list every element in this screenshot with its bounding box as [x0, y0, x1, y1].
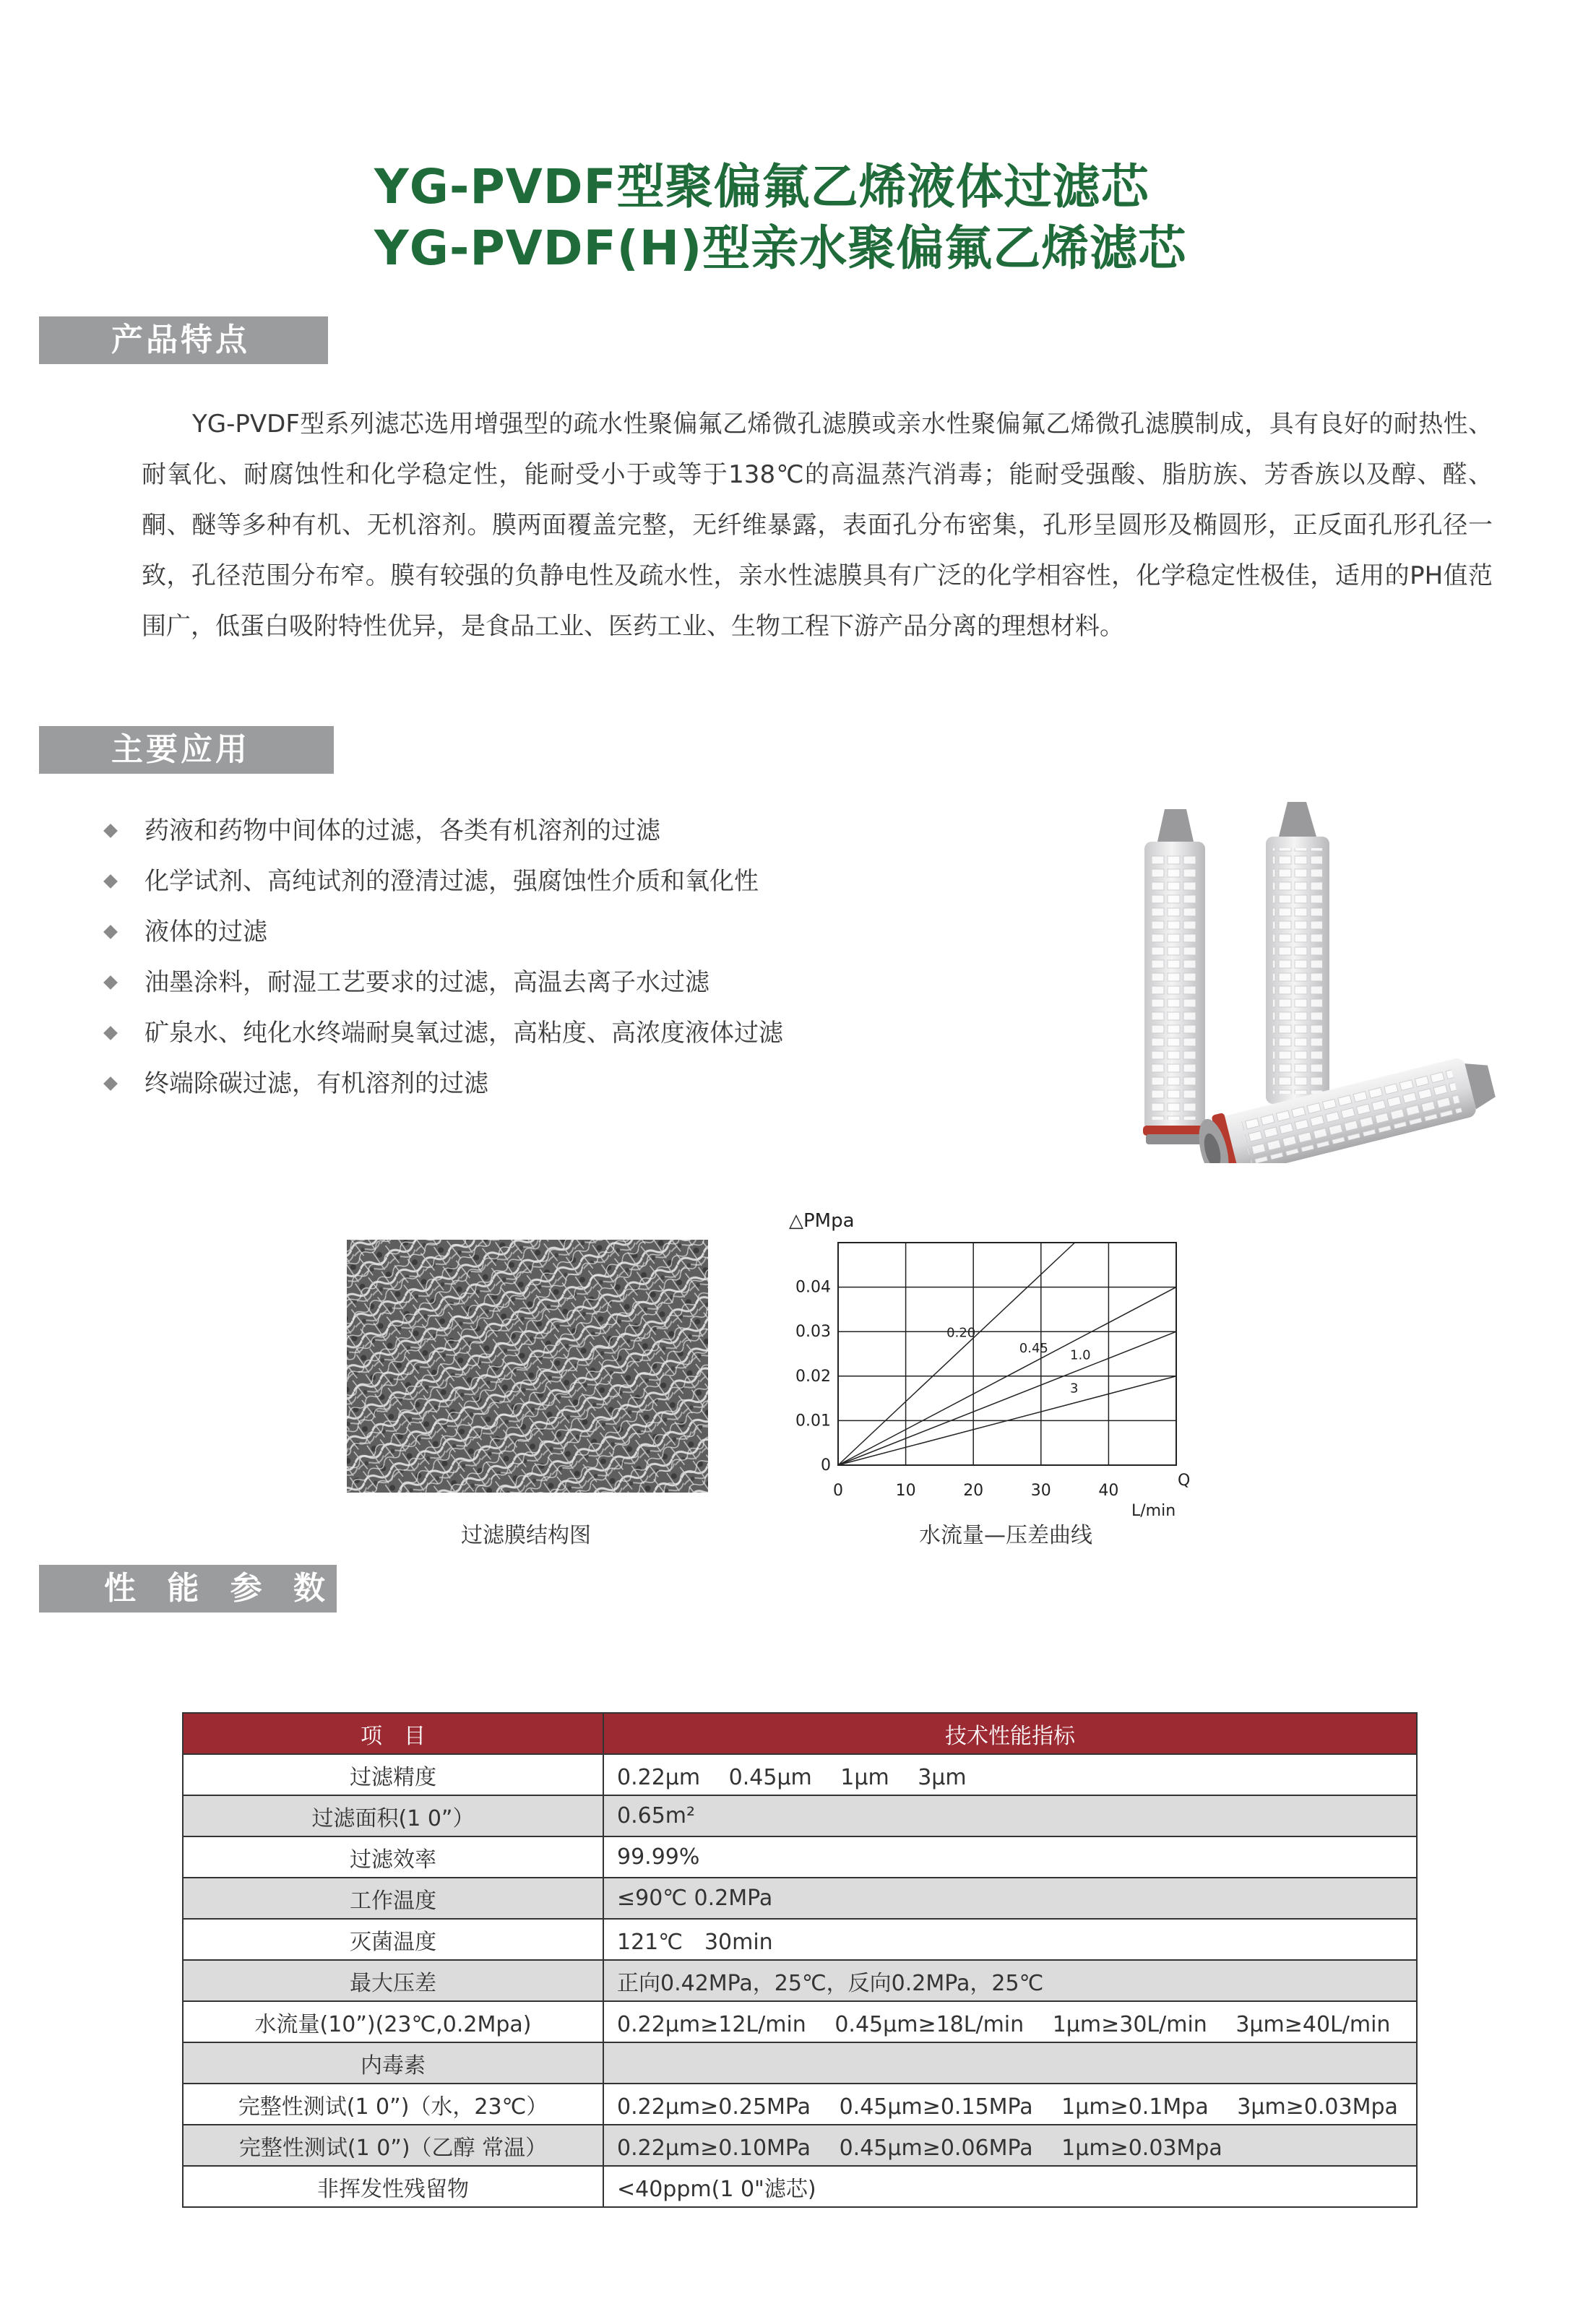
list-item	[101, 856, 783, 907]
row-value: ≤90℃ 0.2MPa	[603, 1878, 1417, 1919]
table-row	[183, 1795, 1417, 1836]
list-item	[101, 907, 783, 957]
table-row	[183, 2042, 1417, 2084]
bullet-diamond-icon	[103, 1026, 118, 1040]
series-line-1.0	[838, 1331, 1176, 1465]
cartridge-middle	[1266, 802, 1329, 1104]
list-item	[101, 806, 783, 856]
title-line-1: YG-PVDF型聚偏氟乙烯液体过滤芯	[374, 159, 1149, 215]
list-item-text: 化学试剂、高纯试剂的澄清过滤，强腐蚀性介质和氧化性	[144, 867, 759, 896]
table-row	[183, 2166, 1417, 2207]
table-row	[183, 1878, 1417, 1919]
table-row	[183, 1960, 1417, 2001]
y-tick-label: 0.02	[795, 1367, 831, 1386]
x-axis-unit: L/min	[1131, 1502, 1176, 1520]
y-tick-label: 0.04	[795, 1278, 831, 1297]
row-label: 过滤效率	[183, 1836, 603, 1878]
table-row	[183, 1836, 1417, 1878]
series-label: 0.45	[1019, 1341, 1048, 1357]
x-tick-label: 40	[1098, 1482, 1119, 1500]
cartridge-lying	[1193, 1048, 1499, 1163]
section-heading-applications: 主要应用	[39, 726, 334, 774]
row-value: 0.22μm≥0.10MPa 0.45μm≥0.06MPa 1μm≥0.03Mpa	[603, 2125, 1417, 2166]
row-value: <40ppm(1 0"滤芯)	[603, 2166, 1417, 2207]
membrane-caption: 过滤膜结构图	[461, 1523, 591, 1548]
list-item	[101, 957, 783, 1008]
row-value: 121℃ 30min	[603, 1919, 1417, 1960]
y-axis-label: △PMpa	[789, 1210, 855, 1232]
y-tick-label: 0.01	[795, 1412, 831, 1430]
flow-pressure-chart	[780, 1206, 1199, 1546]
section-heading-specs: 性 能 参 数	[39, 1565, 337, 1613]
table-row	[183, 2001, 1417, 2042]
row-value: 0.65m²	[603, 1795, 1417, 1836]
features-paragraph	[142, 399, 1493, 652]
table-row	[183, 1754, 1417, 1795]
x-tick-label: 30	[1030, 1482, 1051, 1500]
bullet-diamond-icon	[103, 1076, 118, 1091]
row-label: 非挥发性残留物	[183, 2166, 603, 2207]
x-tick-label: 0	[833, 1482, 843, 1500]
row-label: 灭菌温度	[183, 1919, 603, 1960]
chart-frame	[838, 1243, 1176, 1465]
row-label: 水流量(10”)(23℃,0.2Mpa)	[183, 2001, 603, 2042]
row-value: 0.22μm≥12L/min 0.45μm≥18L/min 1μm≥30L/min 3μm≥40L/min	[603, 2001, 1417, 2042]
list-item-text: 油墨涂料，耐湿工艺要求的过滤，高温去离子水过滤	[144, 968, 709, 997]
list-item-text: 终端除碳过滤，有机溶剂的过滤	[144, 1069, 488, 1098]
row-value: 正向0.42MPa，25℃，反向0.2MPa，25℃	[603, 1960, 1417, 2001]
row-value: 0.22μm≥0.25MPa 0.45μm≥0.15MPa 1μm≥0.1Mpa 3μm≥0.03Mpa	[603, 2084, 1417, 2125]
row-value	[603, 2042, 1417, 2084]
y-tick-label: 0	[821, 1456, 831, 1475]
row-label: 过滤面积(1 0”）	[183, 1795, 603, 1836]
applications-list	[101, 806, 783, 1109]
cartridge-left	[1143, 809, 1207, 1144]
bullet-diamond-icon	[103, 925, 118, 939]
list-item-text: 药液和药物中间体的过滤，各类有机溶剂的过滤	[144, 816, 660, 845]
filter-cartridges-photo	[1134, 802, 1510, 1163]
bullet-diamond-icon	[103, 975, 118, 990]
list-item-text: 液体的过滤	[144, 918, 267, 946]
series-label: 3	[1070, 1381, 1079, 1396]
bullet-diamond-icon	[103, 874, 118, 889]
chart-caption: 水流量—压差曲线	[919, 1523, 1092, 1548]
table-row	[183, 2084, 1417, 2125]
row-label: 完整性测试(1 0”)（水，23℃）	[183, 2084, 603, 2125]
membrane-structure-image	[347, 1240, 708, 1493]
table-header-row	[183, 1713, 1417, 1754]
row-label: 过滤精度	[183, 1754, 603, 1795]
title-line-2: YG-PVDF(H)型亲水聚偏氟乙烯滤芯	[374, 220, 1187, 276]
bullet-diamond-icon	[103, 824, 118, 838]
specs-table	[182, 1712, 1418, 2208]
row-value: 99.99%	[603, 1836, 1417, 1878]
series-label: 1.0	[1070, 1347, 1091, 1363]
list-item	[101, 1058, 783, 1109]
row-label: 完整性测试(1 0”)（乙醇 常温）	[183, 2125, 603, 2166]
series-label: 0.20	[946, 1325, 976, 1341]
row-label: 工作温度	[183, 1878, 603, 1919]
features-text: YG-PVDF型系列滤芯选用增强型的疏水性聚偏氟乙烯微孔滤膜或亲水性聚偏氟乙烯微孔滤膜制成，具有良好的耐热性、耐氧化、耐腐蚀性和化学稳定性，能耐受小于或等于138℃的高温蒸汽消毒；能耐受强酸、脂肪族、芳香族以及醇、醛、酮、醚等多种有机、无机溶剂。膜两面覆盖完整，无纤维暴露，表面孔分布密集，孔形呈圆形及椭圆形，正反面孔形孔径一致，孔径范围分布窄。膜有较强的负静电性及疏水性，亲水性滤膜具有广泛的化学相容性，化学稳定性极佳，适用的PH值范围广，低蛋白吸附特性优异，是食品工业、医药工业、生物工程下游产品分离的理想材料。	[142, 410, 1493, 641]
table-header-spec: 技术性能指标	[603, 1713, 1417, 1754]
table-row	[183, 2125, 1417, 2166]
table-header-item: 项 目	[183, 1713, 603, 1754]
list-item	[101, 1008, 783, 1058]
row-value: 0.22μm 0.45μm 1μm 3μm	[603, 1754, 1417, 1795]
x-tick-label: 10	[895, 1482, 916, 1500]
x-tick-label: 20	[963, 1482, 984, 1500]
table-row	[183, 1919, 1417, 1960]
list-item-text: 矿泉水、纯化水终端耐臭氧过滤，高粘度、高浓度液体过滤	[144, 1019, 783, 1048]
section-heading-features: 产品特点	[39, 316, 328, 364]
y-tick-label: 0.03	[795, 1323, 831, 1342]
row-label: 最大压差	[183, 1960, 603, 2001]
row-label: 内毒素	[183, 2042, 603, 2084]
x-axis-label: Q	[1178, 1472, 1191, 1490]
